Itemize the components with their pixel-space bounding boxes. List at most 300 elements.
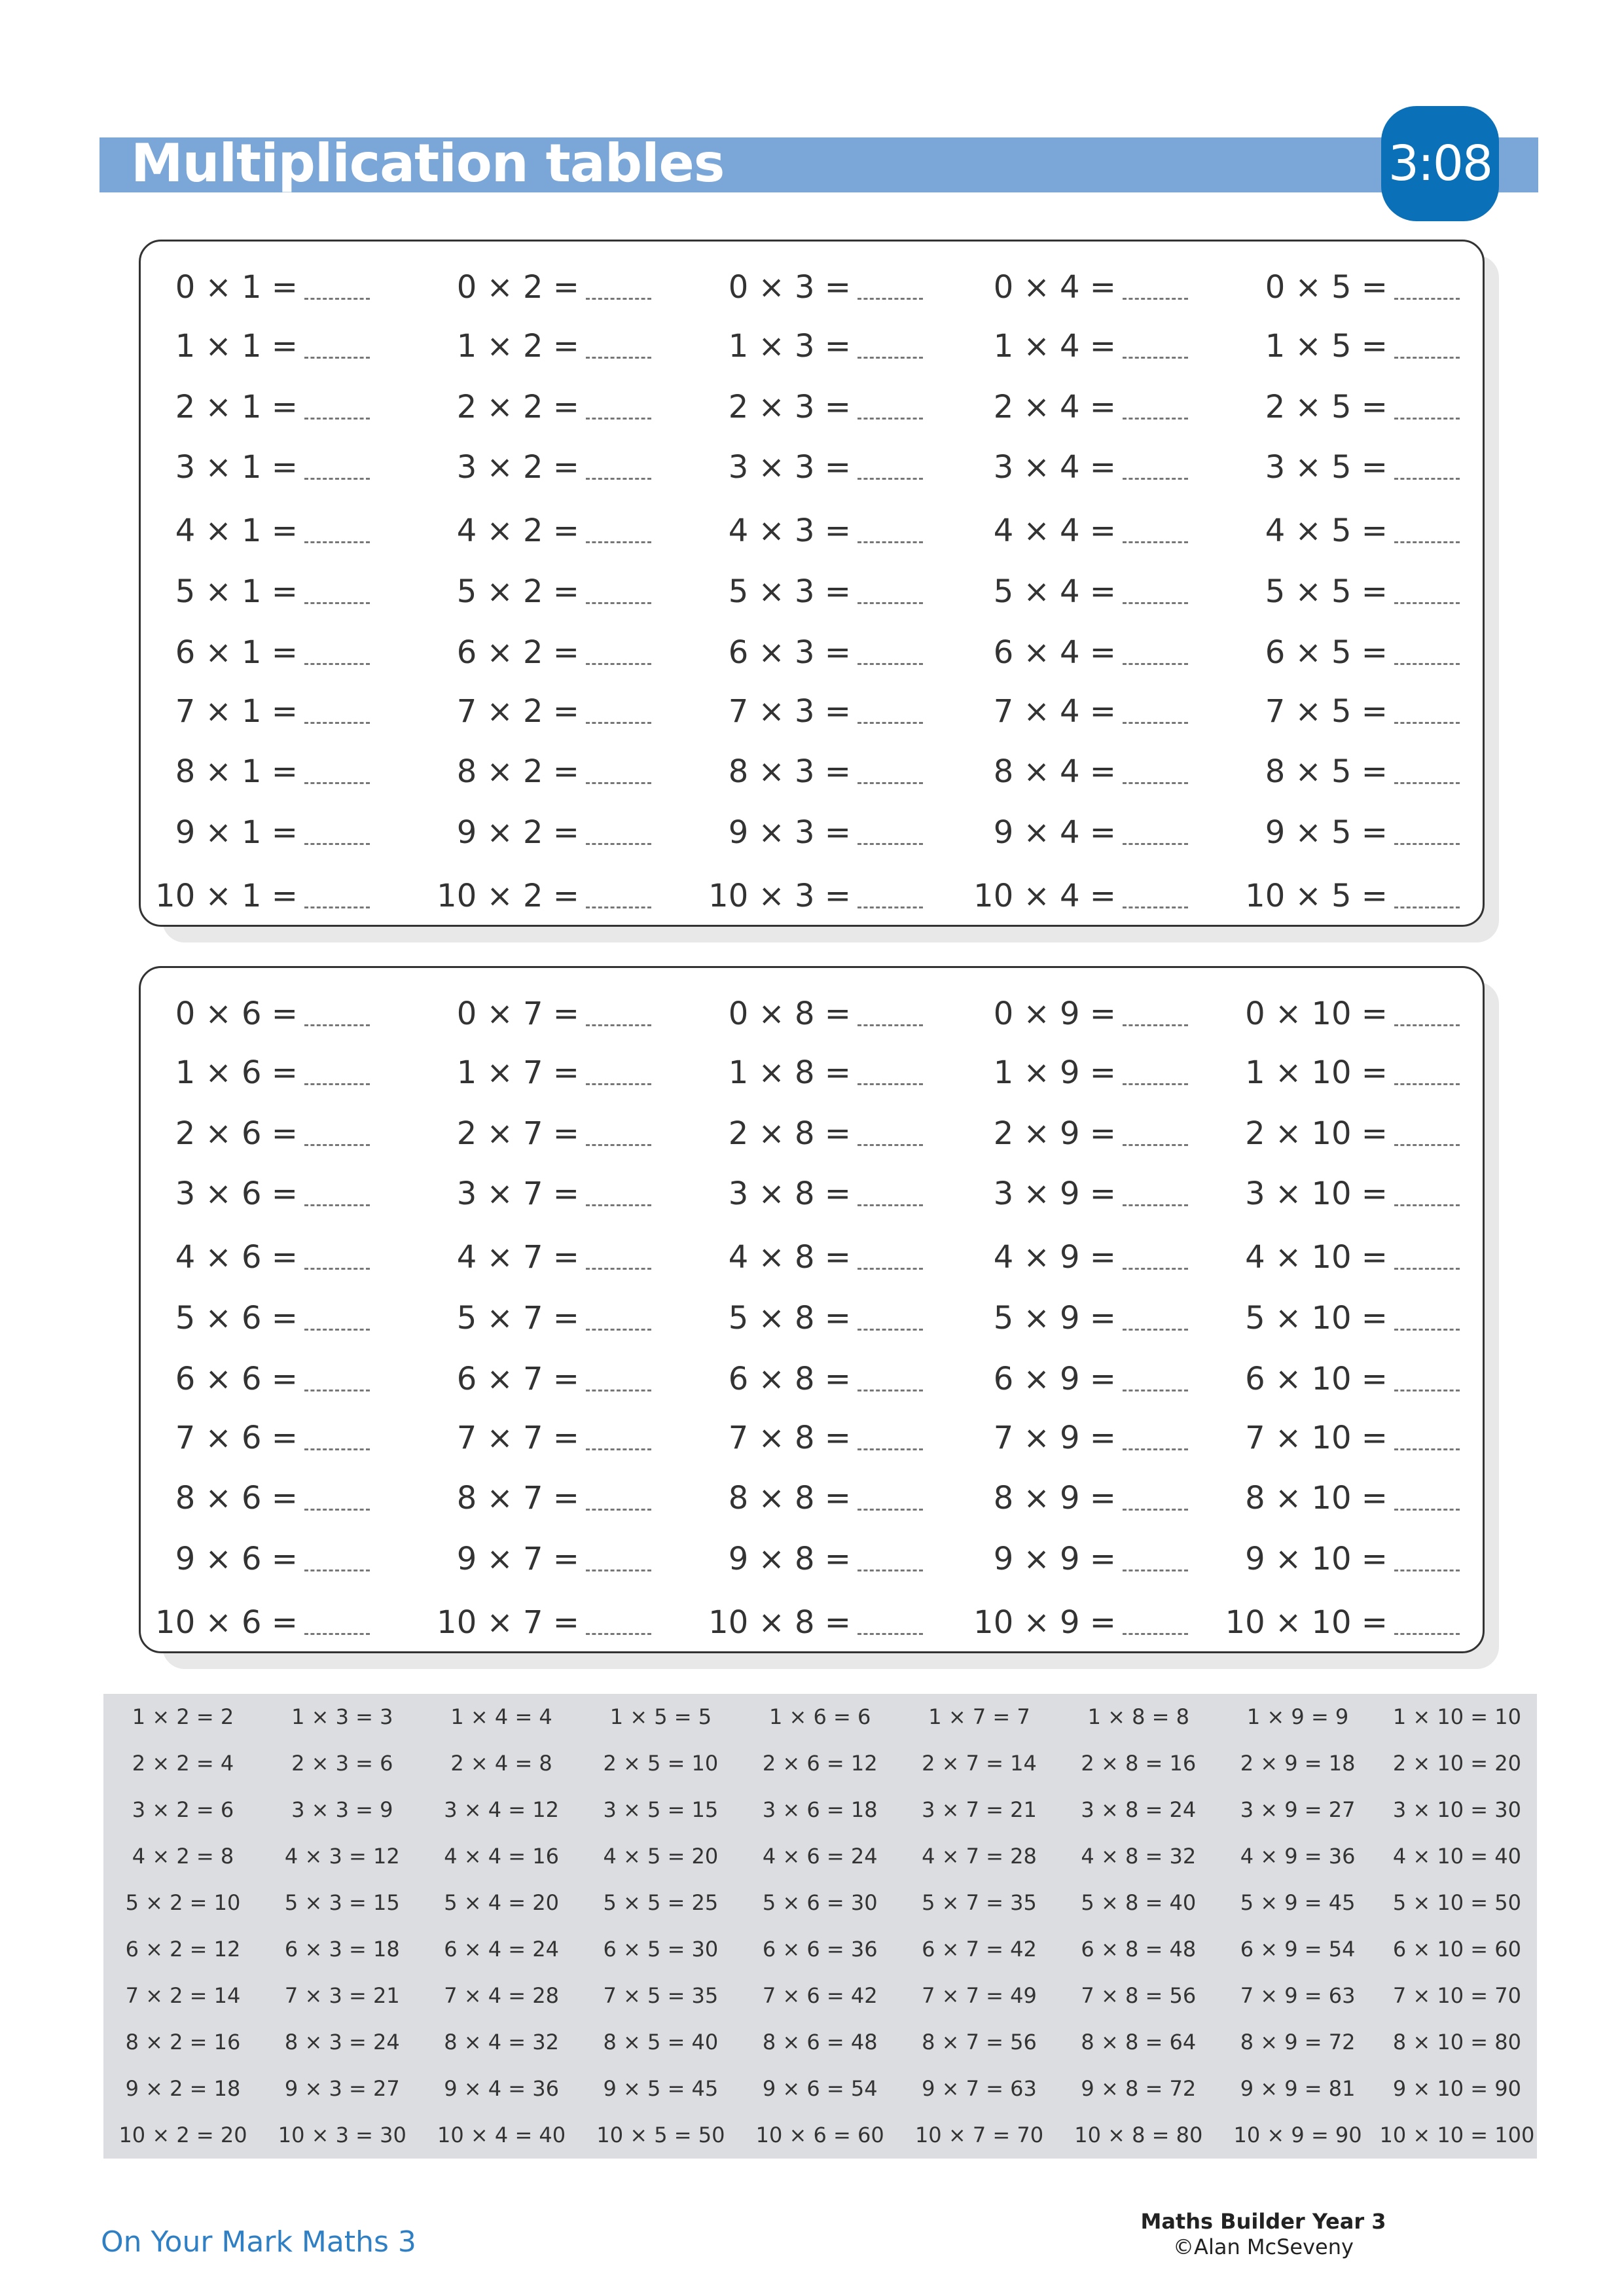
- answer-blank[interactable]: [304, 1353, 376, 1405]
- exercise-question: 5 × 4 =: [993, 573, 1116, 610]
- answer-blank[interactable]: [1123, 505, 1195, 557]
- answer-line: [1394, 1083, 1460, 1085]
- answer-line: [1123, 1144, 1188, 1146]
- exercise-question: 1 × 8 =: [728, 1054, 851, 1091]
- answer-line: [1123, 843, 1188, 845]
- answer-line: [304, 1024, 370, 1026]
- exercise-item: [101, 1472, 298, 1524]
- answer-blank[interactable]: [586, 806, 658, 859]
- exercise-item: [920, 505, 1116, 557]
- exercise-question: 0 × 9 =: [993, 996, 1116, 1032]
- exercise-item: [920, 320, 1116, 372]
- answer-line: [1394, 663, 1460, 665]
- answer-blank[interactable]: [857, 320, 929, 372]
- answer-blank[interactable]: [1123, 381, 1195, 433]
- exercise-item: [655, 441, 851, 493]
- answer-blank[interactable]: [1394, 1231, 1466, 1283]
- exercise-item: [920, 1353, 1116, 1405]
- exercise-question: 9 × 5 =: [1265, 814, 1388, 851]
- answer-blank[interactable]: [857, 1472, 929, 1524]
- answer-blank[interactable]: [1123, 1107, 1195, 1160]
- answer-blank[interactable]: [857, 1292, 929, 1344]
- answer-line: [857, 541, 923, 543]
- answer-line: [586, 418, 651, 420]
- answer-blank[interactable]: [586, 1292, 658, 1344]
- answer-line: [1123, 478, 1188, 480]
- answer-blank[interactable]: [1394, 320, 1466, 372]
- exercise-item: [383, 1596, 579, 1649]
- answer-blank[interactable]: [304, 806, 376, 859]
- answer-blank[interactable]: [1123, 261, 1195, 314]
- answer-blank[interactable]: [586, 381, 658, 433]
- exercise-question: 3 × 1 =: [175, 449, 298, 486]
- answer-line: [304, 602, 370, 604]
- exercise-item: [655, 320, 851, 372]
- answer-line: [1394, 602, 1460, 604]
- exercise-item: [1191, 685, 1388, 738]
- exercise-item: [383, 626, 579, 679]
- answer-blank[interactable]: [857, 1412, 929, 1464]
- reference-fact: 4 × 9 = 36: [1240, 1844, 1356, 1869]
- reference-fact: 1 × 6 = 6: [768, 1704, 871, 1729]
- reference-fact: 8 × 8 = 64: [1081, 2030, 1197, 2054]
- answer-blank[interactable]: [304, 626, 376, 679]
- answer-line: [1394, 843, 1460, 845]
- answer-blank[interactable]: [1123, 870, 1195, 922]
- answer-line: [586, 1329, 651, 1331]
- answer-blank[interactable]: [857, 565, 929, 618]
- answer-blank[interactable]: [586, 320, 658, 372]
- answer-line: [1123, 1390, 1188, 1391]
- reference-fact: 4 × 8 = 32: [1081, 1844, 1197, 1869]
- answer-blank[interactable]: [586, 1168, 658, 1220]
- answer-blank[interactable]: [304, 1533, 376, 1585]
- answer-blank[interactable]: [857, 626, 929, 679]
- answer-line: [857, 357, 923, 359]
- reference-fact: 6 × 5 = 30: [603, 1937, 719, 1962]
- answer-blank[interactable]: [1123, 806, 1195, 859]
- exercise-question: 2 × 2 =: [456, 389, 579, 425]
- reference-fact: 7 × 4 = 28: [444, 1983, 559, 2008]
- reference-fact: 6 × 4 = 24: [444, 1937, 559, 1962]
- exercise-question: 10 × 7 =: [437, 1604, 579, 1641]
- answer-line: [586, 602, 651, 604]
- reference-fact: 8 × 2 = 16: [125, 2030, 241, 2054]
- answer-line: [1394, 1448, 1460, 1450]
- exercise-item: [1191, 320, 1388, 372]
- exercise-item: [383, 505, 579, 557]
- answer-blank[interactable]: [857, 1353, 929, 1405]
- answer-line: [304, 1448, 370, 1450]
- answer-blank[interactable]: [857, 1596, 929, 1649]
- reference-fact: 4 × 7 = 28: [922, 1844, 1037, 1869]
- reference-fact: 4 × 3 = 12: [284, 1844, 400, 1869]
- reference-fact: 6 × 8 = 48: [1081, 1937, 1197, 1962]
- exercise-question: 3 × 3 =: [728, 449, 851, 486]
- answer-blank[interactable]: [1123, 1292, 1195, 1344]
- answer-blank[interactable]: [304, 320, 376, 372]
- answer-blank[interactable]: [304, 1292, 376, 1344]
- answer-line: [1123, 1329, 1188, 1331]
- answer-line: [304, 541, 370, 543]
- answer-blank[interactable]: [1394, 1533, 1466, 1585]
- exercise-question: 5 × 2 =: [456, 573, 579, 610]
- answer-blank[interactable]: [1123, 320, 1195, 372]
- exercise-item: [101, 1533, 298, 1585]
- exercise-question: 5 × 8 =: [728, 1300, 851, 1336]
- exercise-item: [920, 381, 1116, 433]
- answer-line: [1123, 1570, 1188, 1571]
- answer-line: [304, 1509, 370, 1511]
- exercise-question: 7 × 9 =: [993, 1420, 1116, 1456]
- answer-blank[interactable]: [1123, 565, 1195, 618]
- exercise-question: 7 × 4 =: [993, 693, 1116, 730]
- answer-line: [1394, 1570, 1460, 1571]
- reference-fact: 2 × 7 = 14: [922, 1751, 1037, 1776]
- answer-line: [1123, 1509, 1188, 1511]
- exercise-item: [383, 441, 579, 493]
- exercise-question: 2 × 1 =: [175, 389, 298, 425]
- answer-line: [1123, 1024, 1188, 1026]
- answer-line: [857, 298, 923, 300]
- answer-blank[interactable]: [857, 1047, 929, 1099]
- exercise-item: [383, 806, 579, 859]
- answer-blank[interactable]: [857, 505, 929, 557]
- exercise-item: [1191, 381, 1388, 433]
- reference-fact: 7 × 7 = 49: [922, 1983, 1037, 2008]
- exercise-question: 3 × 9 =: [993, 1175, 1116, 1212]
- reference-fact: 7 × 5 = 35: [603, 1983, 719, 2008]
- exercise-item: [1191, 1596, 1388, 1649]
- answer-blank[interactable]: [586, 745, 658, 798]
- exercise-question: 6 × 5 =: [1265, 634, 1388, 671]
- answer-line: [857, 418, 923, 420]
- answer-blank[interactable]: [1394, 1168, 1466, 1220]
- answer-blank[interactable]: [857, 1533, 929, 1585]
- page-number-badge: 3:08: [1381, 106, 1499, 221]
- answer-blank[interactable]: [1394, 745, 1466, 798]
- answer-blank[interactable]: [304, 505, 376, 557]
- series-name: On Your Mark Maths 3: [101, 2225, 416, 2259]
- exercise-question: 1 × 6 =: [175, 1054, 298, 1091]
- reference-fact: 5 × 5 = 25: [603, 1890, 719, 1915]
- answer-line: [586, 1509, 651, 1511]
- answer-blank[interactable]: [586, 1107, 658, 1160]
- exercise-question: 2 × 7 =: [456, 1115, 579, 1152]
- exercise-question: 0 × 1 =: [175, 269, 298, 306]
- answer-line: [1123, 1083, 1188, 1085]
- answer-blank[interactable]: [1123, 1231, 1195, 1283]
- answer-line: [586, 541, 651, 543]
- answer-blank[interactable]: [304, 1412, 376, 1464]
- answer-blank[interactable]: [857, 1107, 929, 1160]
- answer-blank[interactable]: [586, 1596, 658, 1649]
- answer-blank[interactable]: [304, 381, 376, 433]
- exercise-item: [383, 1353, 579, 1405]
- answer-blank[interactable]: [857, 745, 929, 798]
- answer-blank[interactable]: [857, 441, 929, 493]
- answer-blank[interactable]: [304, 685, 376, 738]
- reference-fact: 3 × 9 = 27: [1240, 1797, 1356, 1822]
- answer-blank[interactable]: [1394, 1107, 1466, 1160]
- answer-blank[interactable]: [1394, 381, 1466, 433]
- answer-blank[interactable]: [1123, 441, 1195, 493]
- exercise-item: [655, 1107, 851, 1160]
- answer-blank[interactable]: [857, 261, 929, 314]
- answer-line: [857, 663, 923, 665]
- answer-blank[interactable]: [1123, 1047, 1195, 1099]
- reference-fact: 10 × 10 = 100: [1379, 2123, 1535, 2147]
- answer-blank[interactable]: [304, 441, 376, 493]
- answer-blank[interactable]: [1123, 1412, 1195, 1464]
- exercise-question: 7 × 2 =: [456, 693, 579, 730]
- exercise-item: [101, 261, 298, 314]
- reference-fact: 10 × 4 = 40: [437, 2123, 566, 2147]
- reference-fact: 1 × 9 = 9: [1246, 1704, 1349, 1729]
- answer-blank[interactable]: [1123, 1353, 1195, 1405]
- answer-blank[interactable]: [586, 626, 658, 679]
- answer-blank[interactable]: [1394, 806, 1466, 859]
- answer-blank[interactable]: [1123, 1472, 1195, 1524]
- answer-blank[interactable]: [1123, 745, 1195, 798]
- exercise-item: [1191, 870, 1388, 922]
- answer-line: [1394, 1024, 1460, 1026]
- answer-line: [1394, 418, 1460, 420]
- answer-blank[interactable]: [304, 1047, 376, 1099]
- exercise-question: 5 × 10 =: [1245, 1300, 1388, 1336]
- reference-fact: 2 × 3 = 6: [291, 1751, 393, 1776]
- reference-fact: 1 × 2 = 2: [132, 1704, 234, 1729]
- reference-fact: 8 × 7 = 56: [922, 2030, 1037, 2054]
- answer-line: [1394, 1390, 1460, 1391]
- answer-blank[interactable]: [1394, 441, 1466, 493]
- reference-fact: 9 × 7 = 63: [922, 2076, 1037, 2101]
- answer-blank[interactable]: [586, 1412, 658, 1464]
- exercise-item: [101, 685, 298, 738]
- answer-blank[interactable]: [304, 1231, 376, 1283]
- answer-blank[interactable]: [1394, 261, 1466, 314]
- answer-blank[interactable]: [304, 1107, 376, 1160]
- answer-blank[interactable]: [1394, 870, 1466, 922]
- reference-fact: 10 × 2 = 20: [118, 2123, 247, 2147]
- answer-blank[interactable]: [304, 1168, 376, 1220]
- answer-blank[interactable]: [1394, 1353, 1466, 1405]
- answer-line: [304, 1390, 370, 1391]
- exercise-question: 9 × 7 =: [456, 1541, 579, 1577]
- answer-line: [304, 843, 370, 845]
- exercise-item: [920, 745, 1116, 798]
- answer-line: [586, 298, 651, 300]
- exercise-question: 4 × 7 =: [456, 1239, 579, 1276]
- reference-fact: 10 × 7 = 70: [914, 2123, 1044, 2147]
- answer-blank[interactable]: [586, 870, 658, 922]
- exercise-item: [1191, 745, 1388, 798]
- reference-fact: 3 × 2 = 6: [132, 1797, 234, 1822]
- answer-blank[interactable]: [1394, 685, 1466, 738]
- reference-fact: 1 × 4 = 4: [450, 1704, 552, 1729]
- answer-blank[interactable]: [304, 745, 376, 798]
- exercise-item: [655, 1353, 851, 1405]
- exercise-item: [655, 1168, 851, 1220]
- exercise-item: [655, 870, 851, 922]
- answer-blank[interactable]: [1123, 1596, 1195, 1649]
- exercise-item: [920, 565, 1116, 618]
- exercise-question: 10 × 5 =: [1245, 878, 1388, 914]
- answer-blank[interactable]: [1394, 1292, 1466, 1344]
- exercise-question: 9 × 2 =: [456, 814, 579, 851]
- answer-blank[interactable]: [1394, 988, 1466, 1040]
- exercise-question: 1 × 1 =: [175, 328, 298, 365]
- exercise-question: 10 × 9 =: [973, 1604, 1116, 1641]
- reference-fact: 6 × 2 = 12: [125, 1937, 241, 1962]
- exercise-item: [920, 806, 1116, 859]
- exercise-item: [101, 381, 298, 433]
- answer-blank[interactable]: [1123, 988, 1195, 1040]
- answer-blank[interactable]: [586, 685, 658, 738]
- answer-blank[interactable]: [586, 441, 658, 493]
- exercise-question: 10 × 1 =: [155, 878, 298, 914]
- reference-fact: 5 × 2 = 10: [125, 1890, 241, 1915]
- exercise-question: 0 × 5 =: [1265, 269, 1388, 306]
- exercise-item: [655, 381, 851, 433]
- reference-fact: 1 × 7 = 7: [928, 1704, 1030, 1729]
- answer-blank[interactable]: [586, 1353, 658, 1405]
- answer-blank[interactable]: [1123, 685, 1195, 738]
- answer-blank[interactable]: [304, 261, 376, 314]
- exercise-item: [383, 988, 579, 1040]
- answer-blank[interactable]: [857, 1231, 929, 1283]
- exercise-question: 2 × 6 =: [175, 1115, 298, 1152]
- answer-blank[interactable]: [857, 381, 929, 433]
- answer-line: [1123, 663, 1188, 665]
- answer-blank[interactable]: [586, 505, 658, 557]
- exercise-item: [383, 685, 579, 738]
- answer-blank[interactable]: [304, 870, 376, 922]
- reference-fact: 3 × 8 = 24: [1081, 1797, 1197, 1822]
- exercise-item: [655, 1596, 851, 1649]
- answer-line: [586, 782, 651, 784]
- exercise-item: [1191, 806, 1388, 859]
- answer-blank[interactable]: [586, 1472, 658, 1524]
- exercise-item: [655, 565, 851, 618]
- exercise-item: [1191, 1168, 1388, 1220]
- exercise-item: [655, 505, 851, 557]
- answer-line: [586, 906, 651, 908]
- answer-line: [1123, 722, 1188, 724]
- answer-blank[interactable]: [1394, 1412, 1466, 1464]
- answer-blank[interactable]: [304, 988, 376, 1040]
- reference-fact: 4 × 6 = 24: [762, 1844, 878, 1869]
- exercise-item: [1191, 1231, 1388, 1283]
- reference-fact: 5 × 7 = 35: [922, 1890, 1037, 1915]
- exercise-question: 3 × 5 =: [1265, 449, 1388, 486]
- answer-line: [1123, 418, 1188, 420]
- answer-blank[interactable]: [586, 1231, 658, 1283]
- answer-blank[interactable]: [586, 1533, 658, 1585]
- exercise-item: [101, 745, 298, 798]
- answer-blank[interactable]: [1123, 626, 1195, 679]
- exercise-question: 9 × 4 =: [993, 814, 1116, 851]
- reference-fact: 1 × 3 = 3: [291, 1704, 393, 1729]
- exercise-question: 9 × 6 =: [175, 1541, 298, 1577]
- exercise-item: [655, 261, 851, 314]
- answer-blank[interactable]: [1394, 1472, 1466, 1524]
- reference-fact: 1 × 10 = 10: [1392, 1704, 1521, 1729]
- answer-line: [1394, 1204, 1460, 1206]
- answer-blank[interactable]: [304, 565, 376, 618]
- reference-fact: 6 × 9 = 54: [1240, 1937, 1356, 1962]
- answer-line: [586, 357, 651, 359]
- answer-blank[interactable]: [1123, 1533, 1195, 1585]
- exercise-item: [655, 745, 851, 798]
- answer-blank[interactable]: [857, 806, 929, 859]
- reference-fact: 4 × 10 = 40: [1392, 1844, 1521, 1869]
- answer-blank[interactable]: [1394, 626, 1466, 679]
- exercise-question: 6 × 2 =: [456, 634, 579, 671]
- answer-blank[interactable]: [586, 988, 658, 1040]
- answer-blank[interactable]: [857, 1168, 929, 1220]
- answer-blank[interactable]: [304, 1472, 376, 1524]
- reference-fact: 9 × 4 = 36: [444, 2076, 559, 2101]
- exercise-question: 0 × 10 =: [1245, 996, 1388, 1032]
- answer-blank[interactable]: [857, 870, 929, 922]
- reference-fact: 1 × 5 = 5: [609, 1704, 712, 1729]
- exercise-item: [920, 1533, 1116, 1585]
- answer-blank[interactable]: [304, 1596, 376, 1649]
- reference-fact: 9 × 3 = 27: [284, 2076, 400, 2101]
- answer-blank[interactable]: [586, 261, 658, 314]
- reference-fact: 3 × 3 = 9: [291, 1797, 393, 1822]
- reference-fact: 10 × 5 = 50: [596, 2123, 725, 2147]
- exercise-question: 9 × 10 =: [1245, 1541, 1388, 1577]
- exercise-item: [920, 685, 1116, 738]
- answer-line: [1123, 782, 1188, 784]
- exercise-question: 0 × 7 =: [456, 996, 579, 1032]
- exercise-item: [920, 626, 1116, 679]
- exercise-question: 2 × 5 =: [1265, 389, 1388, 425]
- answer-line: [1123, 602, 1188, 604]
- exercise-item: [383, 1168, 579, 1220]
- answer-line: [857, 1204, 923, 1206]
- exercise-item: [383, 1107, 579, 1160]
- exercise-item: [101, 806, 298, 859]
- exercise-question: 6 × 7 =: [456, 1361, 579, 1397]
- answer-blank[interactable]: [857, 685, 929, 738]
- answer-blank[interactable]: [1123, 1168, 1195, 1220]
- answer-blank[interactable]: [1394, 1596, 1466, 1649]
- reference-fact: 9 × 2 = 18: [125, 2076, 241, 2101]
- answer-blank[interactable]: [1394, 565, 1466, 618]
- answer-blank[interactable]: [857, 988, 929, 1040]
- exercise-question: 4 × 1 =: [175, 512, 298, 549]
- reference-fact: 2 × 6 = 12: [762, 1751, 878, 1776]
- answer-line: [1123, 1268, 1188, 1270]
- reference-fact: 9 × 5 = 45: [603, 2076, 719, 2101]
- exercise-question: 2 × 9 =: [993, 1115, 1116, 1152]
- reference-table: [103, 1694, 1537, 2159]
- page-title: Multiplication tables: [131, 133, 725, 194]
- answer-blank[interactable]: [1394, 1047, 1466, 1099]
- answer-blank[interactable]: [1394, 505, 1466, 557]
- answer-line: [1123, 906, 1188, 908]
- answer-blank[interactable]: [586, 1047, 658, 1099]
- answer-line: [1123, 298, 1188, 300]
- answer-line: [857, 1329, 923, 1331]
- exercise-question: 1 × 2 =: [456, 328, 579, 365]
- answer-line: [586, 1268, 651, 1270]
- answer-blank[interactable]: [586, 565, 658, 618]
- answer-line: [304, 418, 370, 420]
